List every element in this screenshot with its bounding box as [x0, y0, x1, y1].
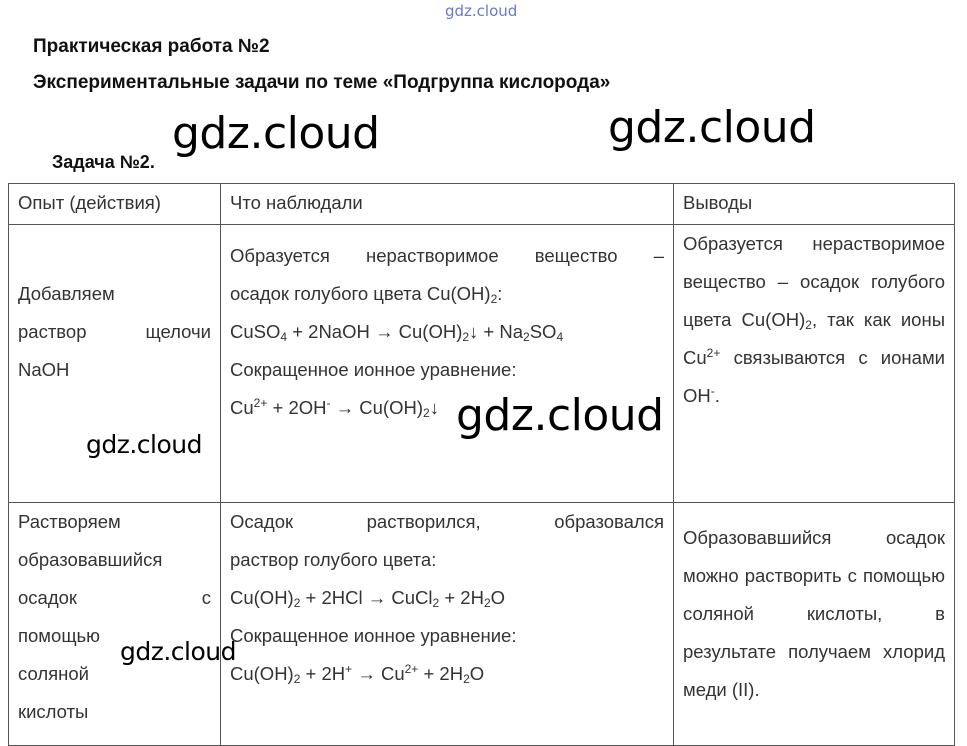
equation-label: Сокращенное ионное уравнение: [230, 359, 517, 380]
observation-line: Осадок растворился, образовался [230, 511, 664, 532]
observation-line: раствор голубого цвета: [230, 549, 437, 570]
observation-line: осадок голубого цвета $Cu(OH)_2$: [230, 283, 503, 306]
molecular-equation: CuSO$_4$ + 2NaOH → $Cu(OH)_2↓ + Na_2SO_4$ [230, 321, 564, 344]
action-line: NaOH [18, 359, 70, 380]
action-line: соляной [18, 663, 89, 684]
observation-line: Образуется нерастворимое вещество – [230, 245, 664, 266]
action-line: раствор щелочи [18, 321, 211, 342]
page-title: Практическая работа №2 [33, 36, 270, 57]
task-label: Задача №2. [52, 152, 155, 172]
table-row [9, 503, 955, 746]
action-cell [9, 503, 221, 746]
equation-label: Сокращенное ионное уравнение: [230, 625, 517, 646]
header-action: Опыт (действия) [9, 184, 221, 225]
action-line: помощью [18, 625, 101, 646]
header-observation: Что наблюдали [221, 184, 674, 225]
action-line: Добавляем [18, 283, 115, 304]
ionic-equation: $Cu(OH)_2 + 2H^+ \to Cu^{2+} + 2H_2O$ [230, 661, 485, 686]
action-line: Растворяем [18, 511, 121, 532]
watermark: gdz.cloud [456, 390, 664, 441]
action-cell [9, 225, 221, 503]
molecular-equation: $Cu(OH)_2 + 2HCl$ → CuCl$_2$ + $2H_2O$ [230, 587, 506, 610]
ionic-equation: $Cu^{2+} + 2OH^-$ → $Cu(OH)_2↓$ [230, 395, 439, 420]
observation-cell [221, 503, 674, 746]
table-row [9, 225, 955, 503]
page-subtitle: Экспериментальные задачи по теме «Подгруппа кислорода» [33, 72, 611, 93]
conclusion-cell [674, 503, 955, 746]
observation-cell [221, 225, 674, 503]
action-line: образовавшийся [18, 549, 163, 570]
observation-text: осадок голубого цвета Cu(OH) [230, 283, 491, 304]
conclusion-text: Образовавшийся осадок можно растворить с помощью соляной кислоты, в результате получаем хлорид меди (II). [683, 527, 945, 700]
watermark: gdz.cloud [86, 430, 203, 459]
table-header-row [9, 184, 955, 225]
header-conclusion: Выводы [674, 184, 955, 225]
watermark: gdz.cloud [120, 637, 237, 666]
top-watermark: gdz.cloud [445, 2, 518, 20]
watermark: gdz.cloud [608, 102, 816, 153]
conclusion-text: Образуется нерастворимое вещество – осадок голубого цвета $Cu(OH)_2$, так как ионы $Cu^{2+}$ связываются с ионами OH-. [683, 233, 945, 406]
watermark: gdz.cloud [172, 108, 380, 159]
conclusion-cell [674, 225, 955, 503]
action-line: осадок с [18, 587, 211, 608]
action-line: кислоты [18, 701, 89, 722]
